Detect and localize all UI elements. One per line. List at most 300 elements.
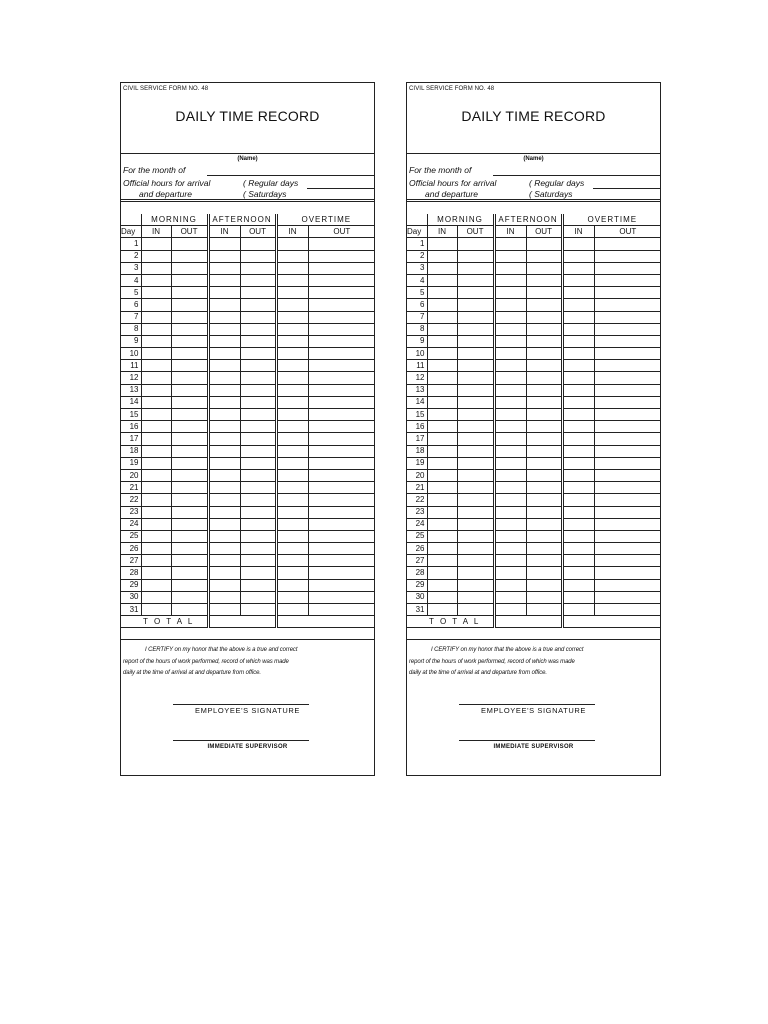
afternoon-in-cell[interactable] bbox=[208, 250, 240, 262]
afternoon-out-cell[interactable] bbox=[240, 494, 276, 506]
afternoon-out-cell[interactable] bbox=[240, 409, 276, 421]
morning-in-cell[interactable] bbox=[427, 567, 457, 579]
supervisor-signature-line[interactable] bbox=[173, 740, 309, 741]
afternoon-in-cell[interactable] bbox=[208, 274, 240, 286]
afternoon-in-cell[interactable] bbox=[208, 494, 240, 506]
overtime-out-cell[interactable] bbox=[308, 384, 375, 396]
overtime-in-cell[interactable] bbox=[562, 604, 594, 616]
overtime-out-cell[interactable] bbox=[308, 506, 375, 518]
afternoon-in-cell[interactable] bbox=[494, 506, 526, 518]
overtime-in-cell[interactable] bbox=[562, 335, 594, 347]
afternoon-out-cell[interactable] bbox=[526, 323, 562, 335]
overtime-in-cell[interactable] bbox=[562, 433, 594, 445]
overtime-in-cell[interactable] bbox=[562, 482, 594, 494]
overtime-out-cell[interactable] bbox=[308, 262, 375, 274]
overtime-out-cell[interactable] bbox=[308, 469, 375, 481]
afternoon-out-cell[interactable] bbox=[240, 396, 276, 408]
morning-in-cell[interactable] bbox=[427, 494, 457, 506]
afternoon-in-cell[interactable] bbox=[494, 372, 526, 384]
afternoon-out-cell[interactable] bbox=[240, 250, 276, 262]
overtime-in-cell[interactable] bbox=[562, 506, 594, 518]
overtime-in-cell[interactable] bbox=[562, 348, 594, 360]
morning-out-cell[interactable] bbox=[457, 579, 494, 591]
overtime-in-cell[interactable] bbox=[276, 348, 308, 360]
afternoon-out-cell[interactable] bbox=[526, 311, 562, 323]
morning-out-cell[interactable] bbox=[457, 238, 494, 250]
afternoon-out-cell[interactable] bbox=[526, 335, 562, 347]
overtime-out-cell[interactable] bbox=[594, 262, 661, 274]
morning-out-cell[interactable] bbox=[457, 323, 494, 335]
afternoon-in-cell[interactable] bbox=[208, 311, 240, 323]
morning-in-cell[interactable] bbox=[427, 262, 457, 274]
morning-in-cell[interactable] bbox=[427, 457, 457, 469]
overtime-out-cell[interactable] bbox=[308, 482, 375, 494]
overtime-in-cell[interactable] bbox=[276, 360, 308, 372]
afternoon-in-cell[interactable] bbox=[494, 482, 526, 494]
morning-out-cell[interactable] bbox=[457, 262, 494, 274]
morning-out-cell[interactable] bbox=[171, 494, 208, 506]
afternoon-out-cell[interactable] bbox=[240, 287, 276, 299]
afternoon-in-cell[interactable] bbox=[208, 433, 240, 445]
overtime-out-cell[interactable] bbox=[308, 335, 375, 347]
morning-out-cell[interactable] bbox=[171, 323, 208, 335]
morning-out-cell[interactable] bbox=[171, 555, 208, 567]
overtime-out-cell[interactable] bbox=[594, 421, 661, 433]
morning-out-cell[interactable] bbox=[457, 518, 494, 530]
morning-in-cell[interactable] bbox=[427, 482, 457, 494]
afternoon-out-cell[interactable] bbox=[240, 238, 276, 250]
afternoon-out-cell[interactable] bbox=[526, 567, 562, 579]
morning-in-cell[interactable] bbox=[141, 469, 171, 481]
overtime-out-cell[interactable] bbox=[594, 274, 661, 286]
afternoon-in-cell[interactable] bbox=[494, 409, 526, 421]
afternoon-out-cell[interactable] bbox=[526, 348, 562, 360]
morning-in-cell[interactable] bbox=[141, 335, 171, 347]
overtime-in-cell[interactable] bbox=[276, 384, 308, 396]
morning-out-cell[interactable] bbox=[457, 409, 494, 421]
morning-in-cell[interactable] bbox=[141, 530, 171, 542]
overtime-total-cell[interactable] bbox=[562, 616, 661, 628]
overtime-out-cell[interactable] bbox=[308, 433, 375, 445]
morning-in-cell[interactable] bbox=[141, 250, 171, 262]
overtime-in-cell[interactable] bbox=[562, 323, 594, 335]
morning-in-cell[interactable] bbox=[141, 591, 171, 603]
overtime-out-cell[interactable] bbox=[308, 530, 375, 542]
afternoon-in-cell[interactable] bbox=[208, 543, 240, 555]
overtime-out-cell[interactable] bbox=[308, 421, 375, 433]
afternoon-out-cell[interactable] bbox=[526, 250, 562, 262]
overtime-out-cell[interactable] bbox=[308, 360, 375, 372]
morning-in-cell[interactable] bbox=[427, 604, 457, 616]
overtime-out-cell[interactable] bbox=[594, 396, 661, 408]
morning-in-cell[interactable] bbox=[141, 457, 171, 469]
afternoon-out-cell[interactable] bbox=[526, 274, 562, 286]
morning-in-cell[interactable] bbox=[427, 591, 457, 603]
overtime-out-cell[interactable] bbox=[308, 348, 375, 360]
morning-in-cell[interactable] bbox=[141, 555, 171, 567]
afternoon-out-cell[interactable] bbox=[240, 543, 276, 555]
overtime-in-cell[interactable] bbox=[562, 555, 594, 567]
afternoon-out-cell[interactable] bbox=[526, 518, 562, 530]
morning-out-cell[interactable] bbox=[457, 604, 494, 616]
afternoon-in-cell[interactable] bbox=[494, 555, 526, 567]
morning-out-cell[interactable] bbox=[457, 311, 494, 323]
morning-out-cell[interactable] bbox=[457, 445, 494, 457]
overtime-in-cell[interactable] bbox=[276, 311, 308, 323]
overtime-in-cell[interactable] bbox=[562, 299, 594, 311]
morning-out-cell[interactable] bbox=[457, 530, 494, 542]
morning-in-cell[interactable] bbox=[427, 250, 457, 262]
morning-out-cell[interactable] bbox=[171, 567, 208, 579]
morning-out-cell[interactable] bbox=[457, 287, 494, 299]
overtime-in-cell[interactable] bbox=[562, 579, 594, 591]
overtime-out-cell[interactable] bbox=[308, 238, 375, 250]
morning-in-cell[interactable] bbox=[141, 311, 171, 323]
morning-in-cell[interactable] bbox=[141, 287, 171, 299]
morning-in-cell[interactable] bbox=[427, 518, 457, 530]
afternoon-out-cell[interactable] bbox=[526, 433, 562, 445]
regular-days-field[interactable] bbox=[593, 188, 660, 189]
afternoon-in-cell[interactable] bbox=[494, 445, 526, 457]
afternoon-in-cell[interactable] bbox=[494, 530, 526, 542]
morning-in-cell[interactable] bbox=[427, 469, 457, 481]
overtime-out-cell[interactable] bbox=[308, 274, 375, 286]
overtime-in-cell[interactable] bbox=[562, 372, 594, 384]
afternoon-out-cell[interactable] bbox=[526, 579, 562, 591]
overtime-in-cell[interactable] bbox=[562, 457, 594, 469]
overtime-total-cell[interactable] bbox=[276, 616, 375, 628]
employee-signature-line[interactable] bbox=[459, 704, 595, 705]
overtime-out-cell[interactable] bbox=[308, 518, 375, 530]
afternoon-in-cell[interactable] bbox=[494, 262, 526, 274]
morning-in-cell[interactable] bbox=[427, 445, 457, 457]
overtime-out-cell[interactable] bbox=[308, 591, 375, 603]
overtime-in-cell[interactable] bbox=[276, 506, 308, 518]
overtime-in-cell[interactable] bbox=[562, 360, 594, 372]
afternoon-out-cell[interactable] bbox=[526, 482, 562, 494]
overtime-in-cell[interactable] bbox=[276, 457, 308, 469]
afternoon-in-cell[interactable] bbox=[208, 396, 240, 408]
overtime-out-cell[interactable] bbox=[594, 457, 661, 469]
afternoon-in-cell[interactable] bbox=[208, 506, 240, 518]
afternoon-out-cell[interactable] bbox=[526, 396, 562, 408]
afternoon-in-cell[interactable] bbox=[494, 518, 526, 530]
afternoon-in-cell[interactable] bbox=[494, 591, 526, 603]
morning-in-cell[interactable] bbox=[141, 323, 171, 335]
overtime-out-cell[interactable] bbox=[308, 372, 375, 384]
overtime-out-cell[interactable] bbox=[594, 506, 661, 518]
afternoon-in-cell[interactable] bbox=[208, 530, 240, 542]
morning-in-cell[interactable] bbox=[141, 396, 171, 408]
afternoon-in-cell[interactable] bbox=[494, 494, 526, 506]
morning-in-cell[interactable] bbox=[427, 348, 457, 360]
afternoon-in-cell[interactable] bbox=[208, 323, 240, 335]
overtime-out-cell[interactable] bbox=[594, 311, 661, 323]
overtime-in-cell[interactable] bbox=[276, 372, 308, 384]
afternoon-out-cell[interactable] bbox=[526, 469, 562, 481]
morning-out-cell[interactable] bbox=[171, 433, 208, 445]
morning-out-cell[interactable] bbox=[457, 348, 494, 360]
overtime-in-cell[interactable] bbox=[562, 274, 594, 286]
afternoon-in-cell[interactable] bbox=[208, 445, 240, 457]
overtime-in-cell[interactable] bbox=[276, 250, 308, 262]
afternoon-total-cell[interactable] bbox=[208, 616, 276, 628]
afternoon-out-cell[interactable] bbox=[240, 274, 276, 286]
afternoon-out-cell[interactable] bbox=[240, 445, 276, 457]
morning-out-cell[interactable] bbox=[457, 482, 494, 494]
overtime-out-cell[interactable] bbox=[308, 311, 375, 323]
overtime-out-cell[interactable] bbox=[594, 494, 661, 506]
overtime-out-cell[interactable] bbox=[594, 591, 661, 603]
morning-out-cell[interactable] bbox=[457, 372, 494, 384]
afternoon-in-cell[interactable] bbox=[494, 579, 526, 591]
morning-out-cell[interactable] bbox=[171, 287, 208, 299]
overtime-out-cell[interactable] bbox=[594, 323, 661, 335]
overtime-in-cell[interactable] bbox=[276, 555, 308, 567]
overtime-in-cell[interactable] bbox=[276, 591, 308, 603]
afternoon-out-cell[interactable] bbox=[240, 433, 276, 445]
morning-in-cell[interactable] bbox=[141, 604, 171, 616]
afternoon-in-cell[interactable] bbox=[208, 409, 240, 421]
afternoon-out-cell[interactable] bbox=[240, 604, 276, 616]
afternoon-in-cell[interactable] bbox=[494, 396, 526, 408]
overtime-out-cell[interactable] bbox=[308, 604, 375, 616]
morning-in-cell[interactable] bbox=[141, 421, 171, 433]
overtime-in-cell[interactable] bbox=[276, 323, 308, 335]
overtime-in-cell[interactable] bbox=[276, 299, 308, 311]
morning-out-cell[interactable] bbox=[171, 506, 208, 518]
morning-in-cell[interactable] bbox=[427, 384, 457, 396]
overtime-out-cell[interactable] bbox=[308, 457, 375, 469]
regular-days-field[interactable] bbox=[307, 188, 374, 189]
afternoon-out-cell[interactable] bbox=[240, 348, 276, 360]
afternoon-in-cell[interactable] bbox=[208, 299, 240, 311]
morning-in-cell[interactable] bbox=[427, 433, 457, 445]
afternoon-in-cell[interactable] bbox=[208, 457, 240, 469]
overtime-out-cell[interactable] bbox=[594, 469, 661, 481]
overtime-in-cell[interactable] bbox=[562, 287, 594, 299]
morning-out-cell[interactable] bbox=[457, 421, 494, 433]
morning-in-cell[interactable] bbox=[141, 360, 171, 372]
afternoon-in-cell[interactable] bbox=[208, 384, 240, 396]
overtime-out-cell[interactable] bbox=[594, 299, 661, 311]
overtime-in-cell[interactable] bbox=[276, 530, 308, 542]
overtime-in-cell[interactable] bbox=[562, 250, 594, 262]
morning-out-cell[interactable] bbox=[171, 421, 208, 433]
overtime-in-cell[interactable] bbox=[562, 421, 594, 433]
afternoon-in-cell[interactable] bbox=[208, 469, 240, 481]
overtime-in-cell[interactable] bbox=[276, 409, 308, 421]
morning-in-cell[interactable] bbox=[427, 299, 457, 311]
morning-out-cell[interactable] bbox=[171, 530, 208, 542]
morning-in-cell[interactable] bbox=[141, 506, 171, 518]
overtime-in-cell[interactable] bbox=[562, 262, 594, 274]
afternoon-total-cell[interactable] bbox=[494, 616, 562, 628]
afternoon-out-cell[interactable] bbox=[526, 287, 562, 299]
afternoon-in-cell[interactable] bbox=[494, 567, 526, 579]
morning-out-cell[interactable] bbox=[171, 409, 208, 421]
overtime-out-cell[interactable] bbox=[594, 543, 661, 555]
overtime-out-cell[interactable] bbox=[308, 396, 375, 408]
morning-in-cell[interactable] bbox=[427, 555, 457, 567]
morning-in-cell[interactable] bbox=[427, 335, 457, 347]
morning-in-cell[interactable] bbox=[141, 494, 171, 506]
afternoon-out-cell[interactable] bbox=[526, 494, 562, 506]
afternoon-out-cell[interactable] bbox=[240, 335, 276, 347]
afternoon-out-cell[interactable] bbox=[240, 384, 276, 396]
month-field[interactable] bbox=[493, 175, 660, 176]
morning-out-cell[interactable] bbox=[171, 518, 208, 530]
morning-out-cell[interactable] bbox=[171, 445, 208, 457]
morning-out-cell[interactable] bbox=[457, 250, 494, 262]
afternoon-out-cell[interactable] bbox=[240, 262, 276, 274]
afternoon-in-cell[interactable] bbox=[494, 543, 526, 555]
overtime-out-cell[interactable] bbox=[594, 604, 661, 616]
morning-out-cell[interactable] bbox=[457, 360, 494, 372]
morning-in-cell[interactable] bbox=[427, 506, 457, 518]
afternoon-out-cell[interactable] bbox=[526, 445, 562, 457]
overtime-out-cell[interactable] bbox=[308, 323, 375, 335]
overtime-in-cell[interactable] bbox=[562, 469, 594, 481]
month-field[interactable] bbox=[207, 175, 374, 176]
morning-out-cell[interactable] bbox=[457, 384, 494, 396]
afternoon-out-cell[interactable] bbox=[240, 360, 276, 372]
overtime-in-cell[interactable] bbox=[562, 238, 594, 250]
morning-out-cell[interactable] bbox=[457, 469, 494, 481]
afternoon-in-cell[interactable] bbox=[494, 384, 526, 396]
morning-in-cell[interactable] bbox=[141, 445, 171, 457]
afternoon-in-cell[interactable] bbox=[208, 238, 240, 250]
morning-out-cell[interactable] bbox=[171, 335, 208, 347]
overtime-out-cell[interactable] bbox=[308, 494, 375, 506]
afternoon-out-cell[interactable] bbox=[240, 506, 276, 518]
afternoon-in-cell[interactable] bbox=[494, 457, 526, 469]
morning-out-cell[interactable] bbox=[457, 591, 494, 603]
overtime-out-cell[interactable] bbox=[308, 445, 375, 457]
employee-signature-line[interactable] bbox=[173, 704, 309, 705]
morning-in-cell[interactable] bbox=[141, 372, 171, 384]
afternoon-out-cell[interactable] bbox=[526, 604, 562, 616]
afternoon-out-cell[interactable] bbox=[240, 372, 276, 384]
afternoon-in-cell[interactable] bbox=[494, 348, 526, 360]
overtime-in-cell[interactable] bbox=[562, 567, 594, 579]
afternoon-out-cell[interactable] bbox=[526, 299, 562, 311]
morning-out-cell[interactable] bbox=[171, 250, 208, 262]
morning-out-cell[interactable] bbox=[171, 469, 208, 481]
morning-out-cell[interactable] bbox=[171, 348, 208, 360]
morning-out-cell[interactable] bbox=[457, 457, 494, 469]
afternoon-in-cell[interactable] bbox=[208, 604, 240, 616]
morning-in-cell[interactable] bbox=[427, 396, 457, 408]
overtime-in-cell[interactable] bbox=[276, 433, 308, 445]
morning-in-cell[interactable] bbox=[427, 323, 457, 335]
morning-in-cell[interactable] bbox=[141, 238, 171, 250]
afternoon-out-cell[interactable] bbox=[526, 543, 562, 555]
morning-in-cell[interactable] bbox=[141, 543, 171, 555]
overtime-out-cell[interactable] bbox=[594, 360, 661, 372]
overtime-out-cell[interactable] bbox=[594, 530, 661, 542]
afternoon-out-cell[interactable] bbox=[240, 591, 276, 603]
afternoon-out-cell[interactable] bbox=[240, 518, 276, 530]
afternoon-in-cell[interactable] bbox=[494, 274, 526, 286]
overtime-in-cell[interactable] bbox=[276, 579, 308, 591]
morning-in-cell[interactable] bbox=[141, 567, 171, 579]
afternoon-out-cell[interactable] bbox=[240, 457, 276, 469]
afternoon-out-cell[interactable] bbox=[240, 299, 276, 311]
afternoon-out-cell[interactable] bbox=[526, 238, 562, 250]
afternoon-in-cell[interactable] bbox=[208, 567, 240, 579]
overtime-out-cell[interactable] bbox=[308, 409, 375, 421]
overtime-out-cell[interactable] bbox=[594, 250, 661, 262]
overtime-out-cell[interactable] bbox=[594, 555, 661, 567]
overtime-in-cell[interactable] bbox=[562, 530, 594, 542]
afternoon-out-cell[interactable] bbox=[526, 262, 562, 274]
overtime-in-cell[interactable] bbox=[562, 396, 594, 408]
morning-out-cell[interactable] bbox=[457, 555, 494, 567]
overtime-in-cell[interactable] bbox=[276, 567, 308, 579]
overtime-out-cell[interactable] bbox=[594, 372, 661, 384]
overtime-in-cell[interactable] bbox=[276, 482, 308, 494]
afternoon-in-cell[interactable] bbox=[208, 348, 240, 360]
morning-out-cell[interactable] bbox=[457, 433, 494, 445]
afternoon-out-cell[interactable] bbox=[240, 311, 276, 323]
overtime-out-cell[interactable] bbox=[594, 579, 661, 591]
afternoon-in-cell[interactable] bbox=[208, 287, 240, 299]
overtime-out-cell[interactable] bbox=[594, 433, 661, 445]
morning-in-cell[interactable] bbox=[427, 287, 457, 299]
overtime-in-cell[interactable] bbox=[562, 518, 594, 530]
afternoon-in-cell[interactable] bbox=[494, 335, 526, 347]
afternoon-in-cell[interactable] bbox=[494, 311, 526, 323]
morning-out-cell[interactable] bbox=[171, 543, 208, 555]
morning-out-cell[interactable] bbox=[171, 311, 208, 323]
morning-out-cell[interactable] bbox=[171, 384, 208, 396]
morning-in-cell[interactable] bbox=[427, 530, 457, 542]
morning-in-cell[interactable] bbox=[427, 311, 457, 323]
afternoon-in-cell[interactable] bbox=[208, 262, 240, 274]
morning-in-cell[interactable] bbox=[141, 518, 171, 530]
overtime-in-cell[interactable] bbox=[276, 335, 308, 347]
morning-in-cell[interactable] bbox=[427, 421, 457, 433]
morning-out-cell[interactable] bbox=[457, 299, 494, 311]
morning-in-cell[interactable] bbox=[427, 372, 457, 384]
morning-in-cell[interactable] bbox=[427, 543, 457, 555]
afternoon-out-cell[interactable] bbox=[240, 579, 276, 591]
overtime-out-cell[interactable] bbox=[594, 567, 661, 579]
overtime-in-cell[interactable] bbox=[562, 445, 594, 457]
afternoon-in-cell[interactable] bbox=[208, 518, 240, 530]
overtime-in-cell[interactable] bbox=[276, 238, 308, 250]
morning-in-cell[interactable] bbox=[427, 360, 457, 372]
morning-in-cell[interactable] bbox=[141, 262, 171, 274]
morning-out-cell[interactable] bbox=[171, 274, 208, 286]
afternoon-out-cell[interactable] bbox=[240, 530, 276, 542]
afternoon-out-cell[interactable] bbox=[526, 530, 562, 542]
morning-out-cell[interactable] bbox=[171, 482, 208, 494]
afternoon-in-cell[interactable] bbox=[494, 250, 526, 262]
afternoon-in-cell[interactable] bbox=[494, 323, 526, 335]
morning-in-cell[interactable] bbox=[141, 409, 171, 421]
afternoon-in-cell[interactable] bbox=[208, 372, 240, 384]
afternoon-out-cell[interactable] bbox=[526, 384, 562, 396]
overtime-out-cell[interactable] bbox=[594, 518, 661, 530]
overtime-in-cell[interactable] bbox=[276, 469, 308, 481]
overtime-out-cell[interactable] bbox=[594, 335, 661, 347]
overtime-in-cell[interactable] bbox=[276, 518, 308, 530]
morning-in-cell[interactable] bbox=[141, 384, 171, 396]
overtime-in-cell[interactable] bbox=[562, 494, 594, 506]
morning-in-cell[interactable] bbox=[141, 482, 171, 494]
